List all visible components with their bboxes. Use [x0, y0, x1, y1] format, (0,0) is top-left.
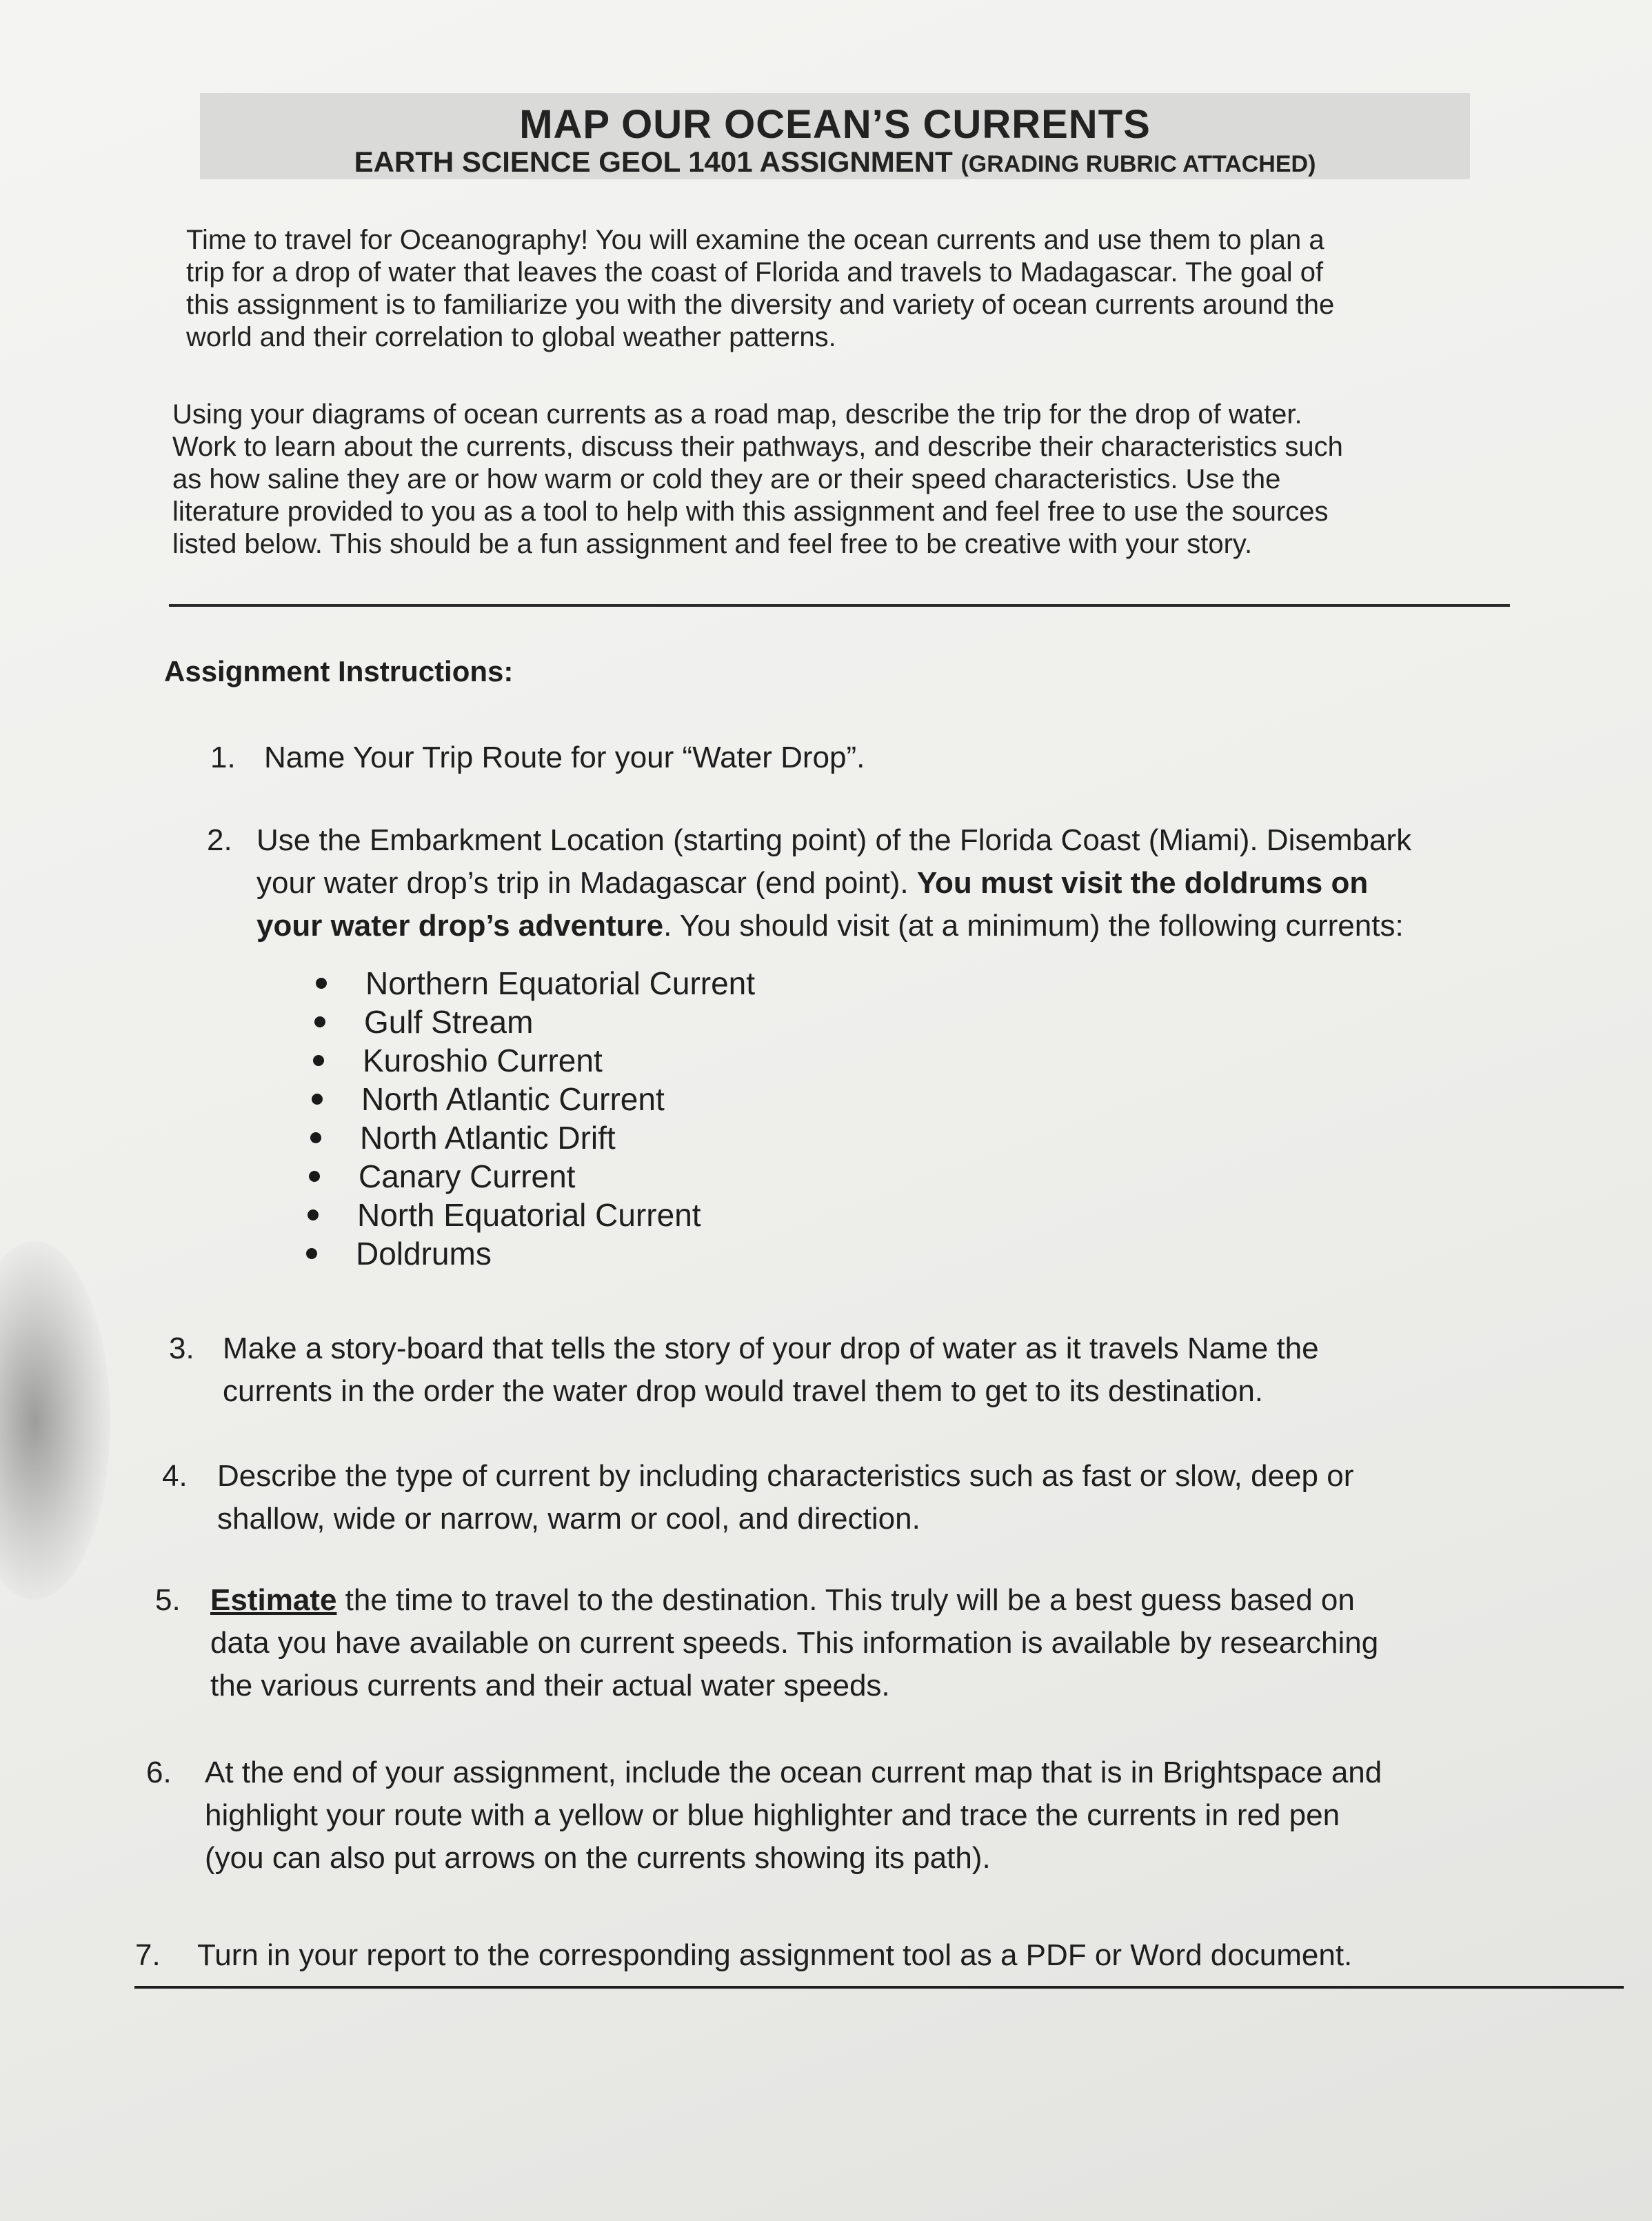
- item-text: [223, 1327, 1319, 1413]
- item-text: [197, 1934, 1352, 1977]
- text-line: Time to travel for Oceanography! You will examine the ocean currents and use them to plan a: [186, 225, 1324, 255]
- bullet-dot: [313, 1055, 324, 1066]
- current-name: Gulf Stream: [364, 1004, 534, 1040]
- item-number: 2.: [207, 823, 232, 857]
- bullet-dot: [314, 1016, 325, 1027]
- text-line: listed below. This should be a fun assignment and feel free to be creative with your story.: [172, 529, 1253, 559]
- estimate-emphasis: Estimate: [210, 1583, 337, 1617]
- emphasis-text: You must visit the doldrums on: [916, 866, 1369, 900]
- finger-shadow: [0, 1241, 110, 1600]
- subtitle-rubric-note: (GRADING RUBRIC ATTACHED): [960, 151, 1316, 177]
- text-line: as how saline they are or how warm or cold they are or their speed characteristics. Use the: [172, 464, 1281, 494]
- text-span: your water drop’s trip in Madagascar (end point).: [256, 866, 917, 900]
- text-line: shallow, wide or narrow, warm or cool, and direction.: [217, 1502, 920, 1536]
- item-number: 3.: [169, 1331, 194, 1365]
- text-span: . You should visit (at a minimum) the following currents:: [663, 909, 1404, 943]
- text-line: Work to learn about the currents, discuss their pathways, and describe their characteristics such: [172, 432, 1343, 462]
- text-line: literature provided to you as a tool to help with this assignment and feel free to use the sources: [172, 496, 1329, 527]
- item-number: 1.: [210, 741, 236, 774]
- item-text: [256, 819, 1411, 947]
- subtitle-course: EARTH SCIENCE GEOL 1401 ASSIGNMENT: [354, 145, 953, 178]
- current-name: North Atlantic Drift: [360, 1120, 616, 1156]
- instructions-heading: Assignment Instructions:: [164, 655, 514, 687]
- divider-line: [169, 604, 1510, 607]
- text-line: [210, 1579, 1378, 1622]
- text-line: Using your diagrams of ocean currents as a road map, describe the trip for the drop of water.: [172, 399, 1302, 430]
- text-line: trip for a drop of water that leaves the coast of Florida and travels to Madagascar. The goal of: [186, 257, 1324, 288]
- text-line: Describe the type of current by including characteristics such as fast or slow, deep or: [217, 1459, 1354, 1493]
- text-line: currents in the order the water drop would travel them to get to its destination.: [223, 1374, 1264, 1408]
- bullet-dot: [306, 1248, 317, 1259]
- bullet-dot: [309, 1171, 320, 1182]
- text-line: the various currents and their actual water speeds.: [210, 1669, 890, 1702]
- bottom-underline: [134, 1986, 1624, 1989]
- document-title: MAP OUR OCEAN’S CURRENTS: [519, 102, 1151, 147]
- item-text: [205, 1751, 1382, 1880]
- current-name: North Equatorial Current: [357, 1197, 701, 1233]
- text-line: (you can also put arrows on the currents showing its path).: [205, 1841, 991, 1875]
- item-text: [210, 1579, 1378, 1707]
- emphasis-text: your water drop’s adventure: [256, 909, 664, 943]
- text-span: the time to travel to the destination. This truly will be a best guess based on: [336, 1583, 1355, 1617]
- current-name: Canary Current: [359, 1158, 576, 1194]
- bullet-dot: [312, 1094, 323, 1105]
- current-name: Doldrums: [356, 1236, 492, 1272]
- text-line: Use the Embarkment Location (starting point) of the Florida Coast (Miami). Disembark: [256, 823, 1412, 857]
- bullet-dot: [308, 1209, 319, 1220]
- item-number: 7.: [135, 1938, 161, 1972]
- document-subtitle: [200, 145, 1470, 179]
- text-line: world and their correlation to global weather patterns.: [186, 322, 836, 352]
- item-number: 6.: [146, 1756, 172, 1789]
- text-line: Turn in your report to the corresponding assignment tool as a PDF or Word document.: [197, 1938, 1353, 1972]
- current-name: Northern Equatorial Current: [365, 965, 756, 1001]
- intro-paragraph-1: [186, 224, 1482, 354]
- text-line: data you have available on current speeds. This information is available by researching: [210, 1626, 1379, 1660]
- current-name: Kuroshio Current: [363, 1043, 603, 1078]
- intro-paragraph-2: [172, 399, 1503, 561]
- item-number: 4.: [162, 1459, 188, 1493]
- text-line: Name Your Trip Route for your “Water Drop”.: [264, 741, 865, 774]
- text-line: At the end of your assignment, include the ocean current map that is in Brightspace and: [205, 1756, 1382, 1789]
- text-line: this assignment is to familiarize you with the diversity and variety of ocean currents around the: [186, 290, 1335, 320]
- item-text: [264, 736, 865, 779]
- item-text: [217, 1455, 1353, 1540]
- current-name: North Atlantic Current: [361, 1081, 665, 1117]
- title-block: [200, 93, 1470, 179]
- bullet-dot: [316, 978, 327, 989]
- bullet-dot: [310, 1132, 321, 1143]
- text-line: Make a story-board that tells the story of your drop of water as it travels Name the: [223, 1331, 1319, 1365]
- text-line: [256, 905, 1411, 947]
- text-line: [256, 862, 1411, 905]
- text-line: highlight your route with a yellow or blue highlighter and trace the currents in red pen: [205, 1798, 1340, 1832]
- item-number: 5.: [155, 1583, 181, 1617]
